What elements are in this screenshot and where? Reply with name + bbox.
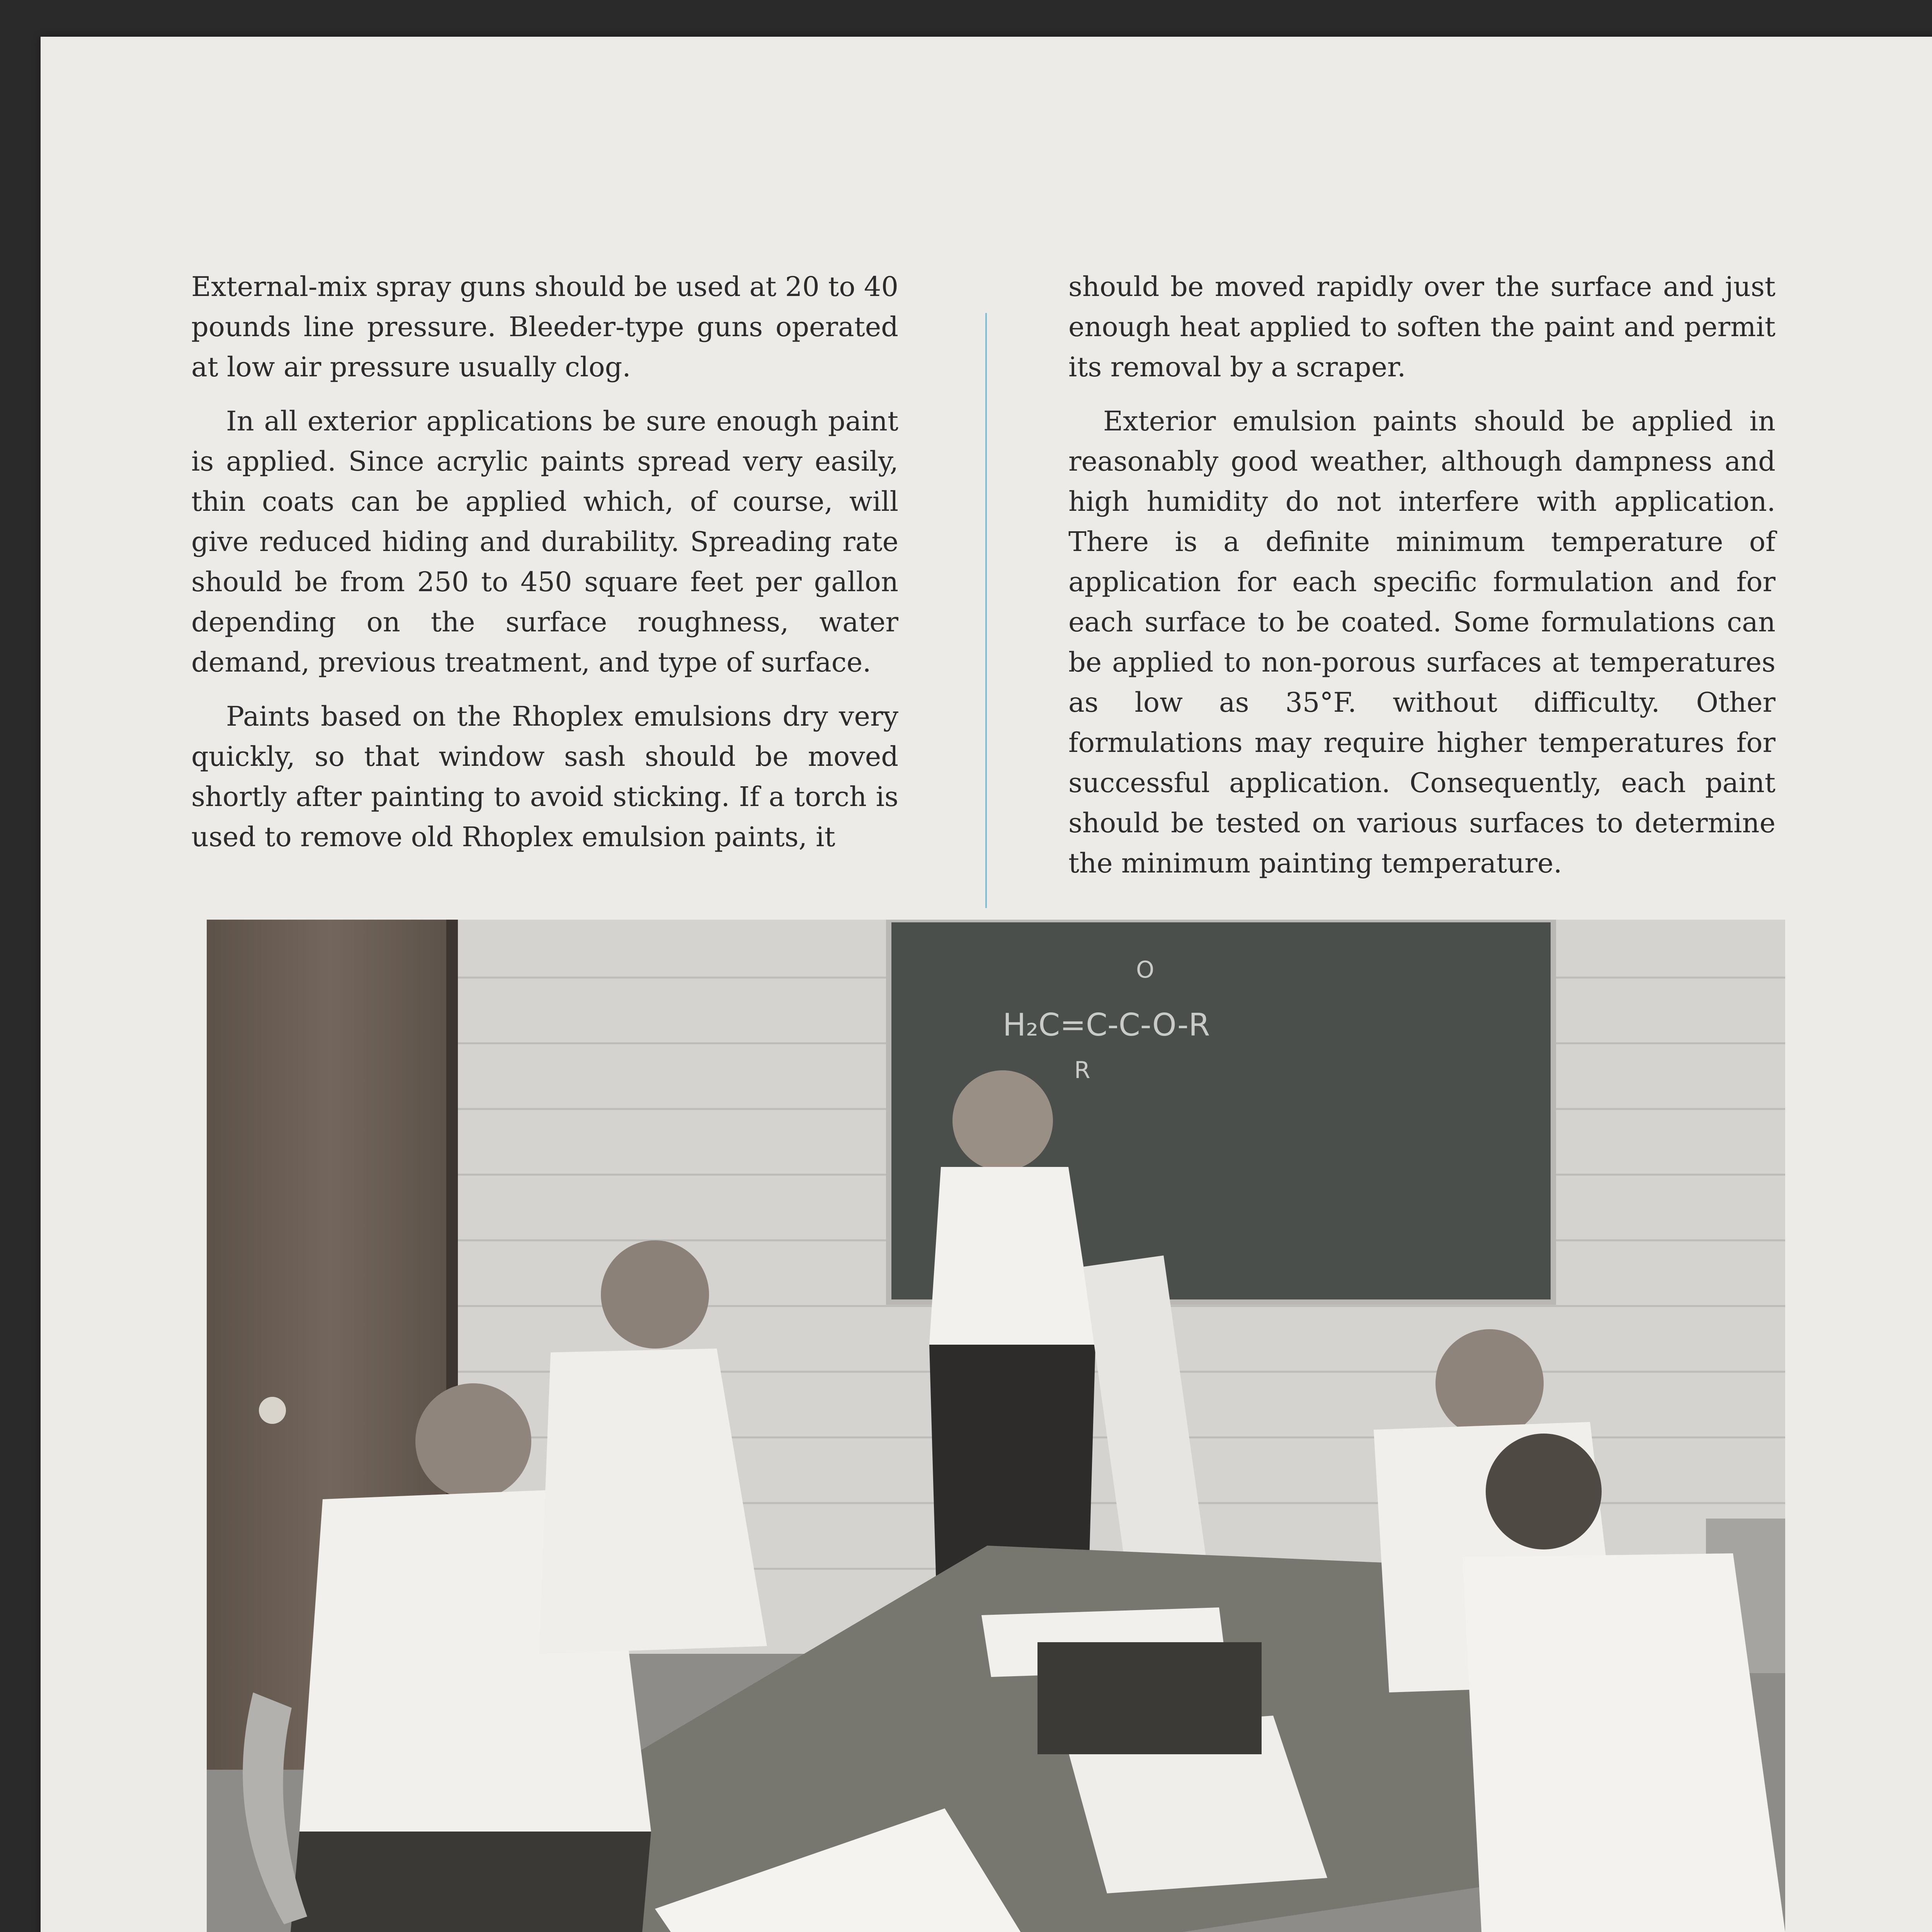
left-paragraph-3: Paints based on the Rhoplex emulsions dry very quickly, so that window sash should be moved shortly after painting to avoid sticking. If a torch is used to remove old Rhoplex emulsion paints, it: [191, 701, 898, 853]
left-column: [191, 267, 898, 871]
blackboard-formula-o: O: [1136, 956, 1155, 983]
text-columns: [191, 267, 1822, 923]
blackboard-formula: H₂C=C-C-O-R: [1003, 1007, 1210, 1043]
right-paragraph-2: Exterior emulsion paints should be applied in reasonably good weather, although dampness and high humidity do not interfere with application. There is a definite minimum temperature of application for each specific formulation and for each surface to be coated. Some formulations can be applied to non-porous surfaces at temperatures as low as 35°F. without difficulty. Other formulations may require higher temperatures for successful application. Consequently, each paint should be tested on various surfaces to determine the minimum painting temperature.: [1068, 405, 1776, 879]
right-column: [1068, 267, 1776, 897]
door-knob-icon: [259, 1397, 286, 1424]
left-paragraph-2: In all exterior applications be sure enough paint is applied. Since acrylic paints spread very easily, thin coats can be applied which, of course, will give reduced hiding and durability. Spreading rate should be from 250 to 450 square feet per gallon depending on the surface roughness, water demand, previous treatment, and type of surface.: [191, 405, 898, 678]
blackboard-formula-r: R: [1074, 1057, 1090, 1084]
right-paragraph-1: should be moved rapidly over the surface and just enough heat applied to soften the paint and permit its removal by a scraper.: [1068, 271, 1776, 383]
left-paragraph-1: External-mix spray guns should be used at 20 to 40 pounds line pressure. Bleeder-type guns operated at low air pressure usually clog.: [191, 271, 898, 383]
column-divider: [985, 313, 987, 908]
conference-room-photo: [207, 920, 1785, 1932]
